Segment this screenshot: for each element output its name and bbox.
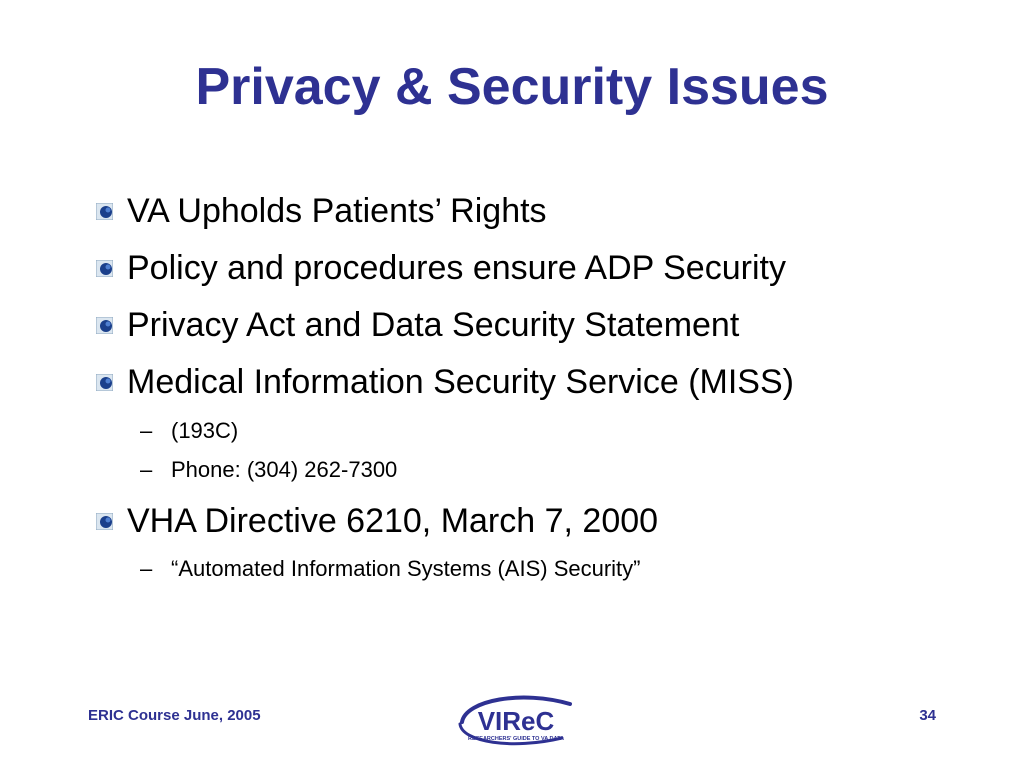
bullet-square-icon [96,513,113,530]
bullet-text: Medical Information Security Service (MISS) [127,363,794,401]
sub-bullet-text: “Automated Information Systems (AIS) Security” [171,556,641,581]
sub-bullet-text: Phone: (304) 262-7300 [171,457,398,482]
sub-bullet-text: (193C) [171,418,239,443]
bullet-text: Privacy Act and Data Security Statement [127,306,740,344]
virec-logo-icon [452,692,580,748]
bullet-square-icon [96,203,113,220]
logo-tagline: RESEARCHERS' GUIDE TO VA DATA [467,736,565,742]
logo-wordmark: VIReC [477,706,555,736]
footer-course-label: ERIC Course June, 2005 [88,707,261,724]
bullet-text: Policy and procedures ensure ADP Security [127,249,786,287]
dash-marker: – [140,457,153,482]
bullet-square-icon [96,260,113,277]
bullet-text: VHA Directive 6210, March 7, 2000 [127,502,659,540]
page-number: 34 [919,707,936,724]
slide-title: Privacy & Security Issues [195,58,829,116]
bullet-square-icon [96,317,113,334]
bullet-square-icon [96,374,113,391]
bullet-text: VA Upholds Patients’ Rights [127,192,547,230]
dash-marker: – [140,418,153,443]
dash-marker: – [140,556,153,581]
